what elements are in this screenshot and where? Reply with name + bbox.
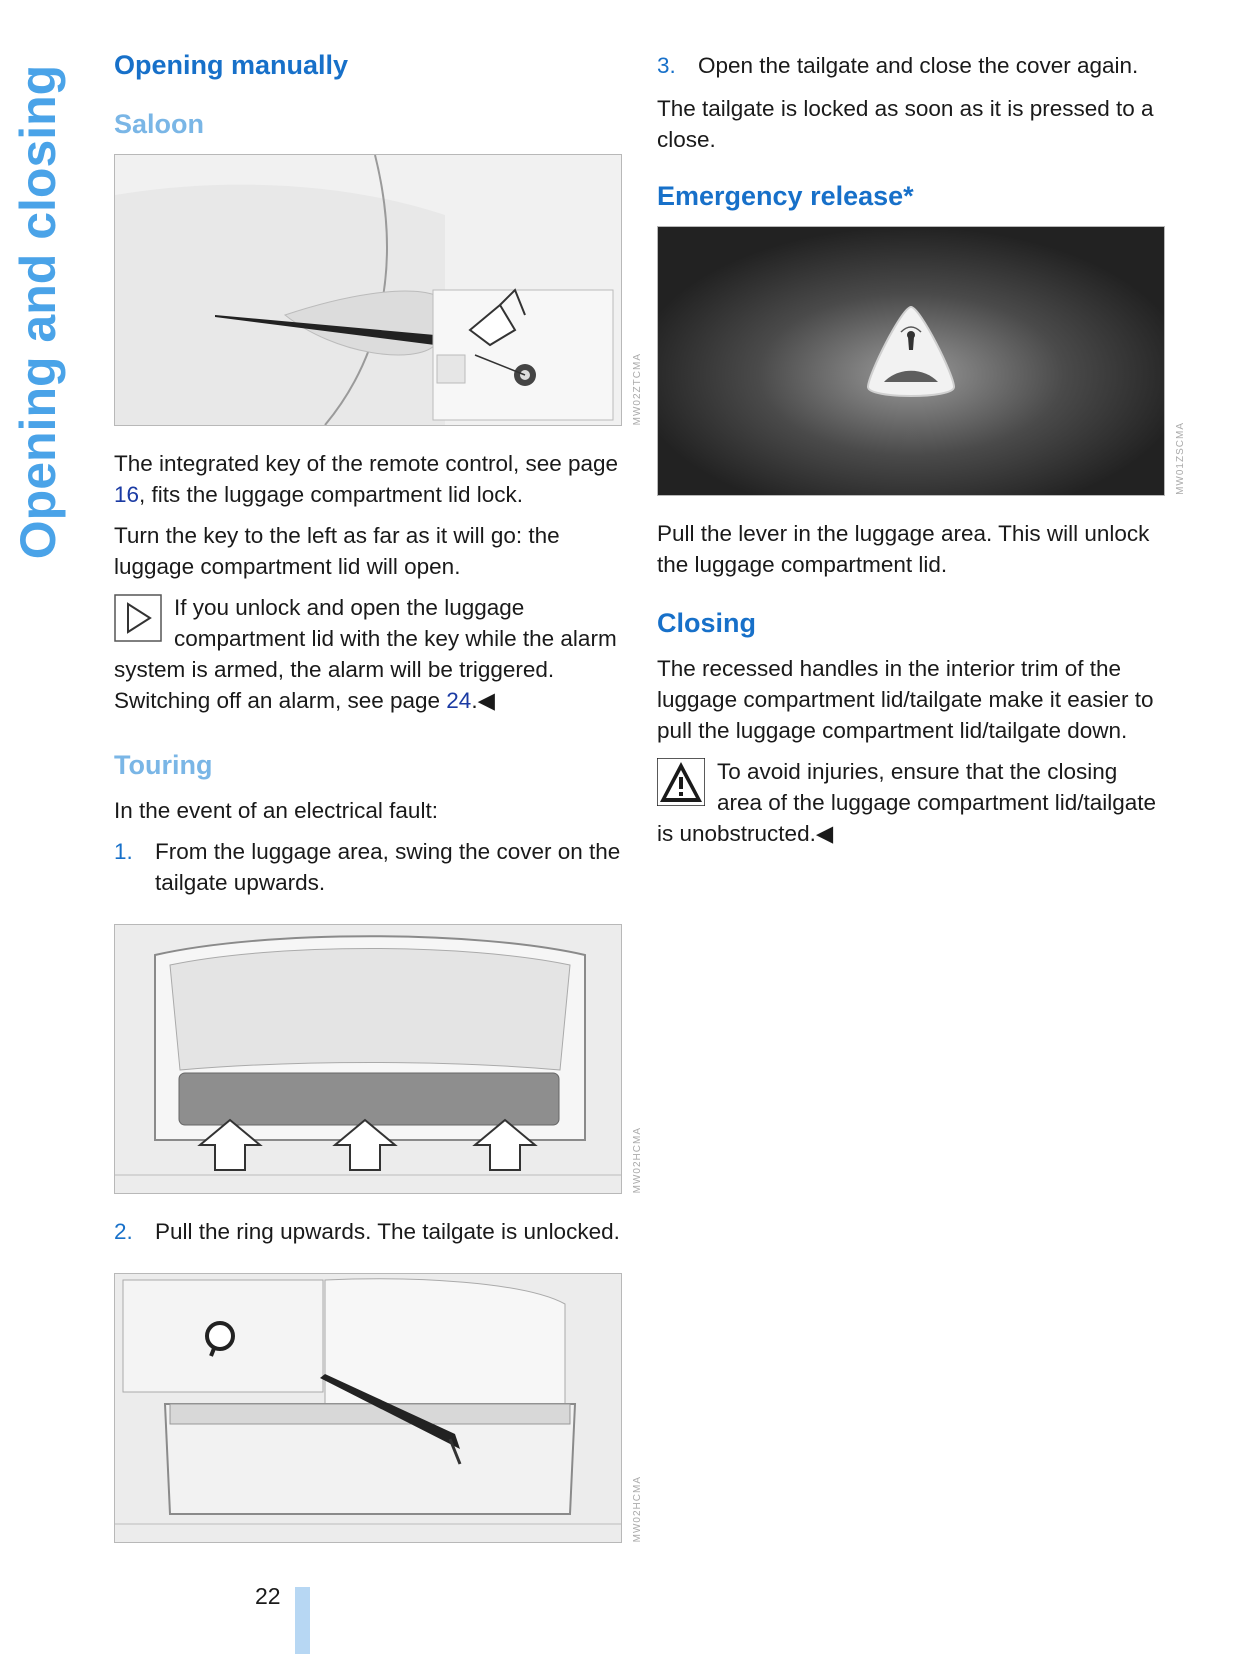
paragraph-turn-key: Turn the key to the left as far as it will go: the luggage compartment lid will open. — [114, 523, 560, 579]
paragraph-integrated-key — [114, 448, 622, 510]
heading-opening-manually: Opening manually — [114, 50, 349, 80]
warning-text: To avoid injuries, ensure that the closing area of the luggage compartment lid/tailgate is unobstructed.◀ — [657, 759, 1157, 846]
step-3 — [657, 50, 1165, 81]
text: , fits the luggage compartment lid lock. — [139, 482, 523, 507]
text: The integrated key of the remote control, see page — [114, 451, 619, 476]
note-alarm — [114, 592, 622, 716]
step-number: 2. — [114, 1219, 133, 1244]
note-end: .◀ — [471, 688, 495, 713]
steps-list-2 — [114, 1216, 622, 1247]
note-text: If you unlock and open the luggage compartment lid with the key while the alarm system is armed, the alarm will be triggered. Switching off an alarm, see page — [114, 595, 617, 713]
figure-saloon-lock — [114, 154, 643, 426]
left-column — [114, 50, 643, 1565]
right-column — [657, 50, 1186, 859]
page-number: 22 — [255, 1583, 281, 1609]
step-text: Open the tailgate and close the cover again. — [698, 53, 1139, 78]
steps-list-1 — [114, 836, 622, 898]
figure-code: MW02HCMA — [632, 1475, 643, 1542]
page-link-24[interactable]: 24 — [446, 688, 472, 713]
paragraph-tailgate-locked: The tailgate is locked as soon as it is pressed to a close. — [657, 96, 1154, 152]
steps-list-3 — [657, 50, 1165, 81]
warning-note — [657, 756, 1165, 849]
paragraph-pull-lever: Pull the lever in the luggage area. This will unlock the luggage compartment lid. — [657, 521, 1150, 577]
note-triangle-icon — [114, 594, 162, 642]
figure-emergency-release — [657, 226, 1186, 496]
page-marker-bar — [295, 1587, 310, 1654]
figure-tailgate-cover — [114, 924, 643, 1194]
side-tab — [8, 52, 68, 572]
heading-closing: Closing — [657, 608, 756, 638]
saloon-lock-illustration — [115, 155, 621, 425]
step-2 — [114, 1216, 622, 1247]
heading-saloon: Saloon — [114, 109, 205, 139]
warning-icon — [657, 758, 705, 806]
figure-code: MW02ZTCMA — [632, 352, 643, 425]
side-tab-label: Opening and closing — [10, 64, 66, 560]
step-text: Pull the ring upwards. The tailgate is unlocked. — [155, 1219, 620, 1244]
tailgate-cover-illustration — [115, 925, 621, 1193]
step-number: 3. — [657, 53, 676, 78]
step-1 — [114, 836, 622, 898]
step-text: From the luggage area, swing the cover on the tailgate upwards. — [155, 839, 621, 895]
figure-code: MW01ZSCMA — [1175, 422, 1186, 495]
tailgate-ring-illustration — [115, 1274, 621, 1542]
emergency-lever-illustration — [658, 227, 1164, 495]
page-link-16[interactable]: 16 — [114, 482, 140, 507]
heading-touring: Touring — [114, 750, 213, 780]
step-number: 1. — [114, 839, 133, 864]
paragraph-electrical-fault: In the event of an electrical fault: — [114, 798, 438, 823]
heading-emergency-release: Emergency release* — [657, 181, 914, 211]
paragraph-recessed-handles: The recessed handles in the interior trim of the luggage compartment lid/tailgate make it easier to pull the luggage compartment lid/tailgate down. — [657, 656, 1154, 743]
figure-code: MW02HCMA — [632, 1126, 643, 1193]
figure-tailgate-ring — [114, 1273, 643, 1543]
